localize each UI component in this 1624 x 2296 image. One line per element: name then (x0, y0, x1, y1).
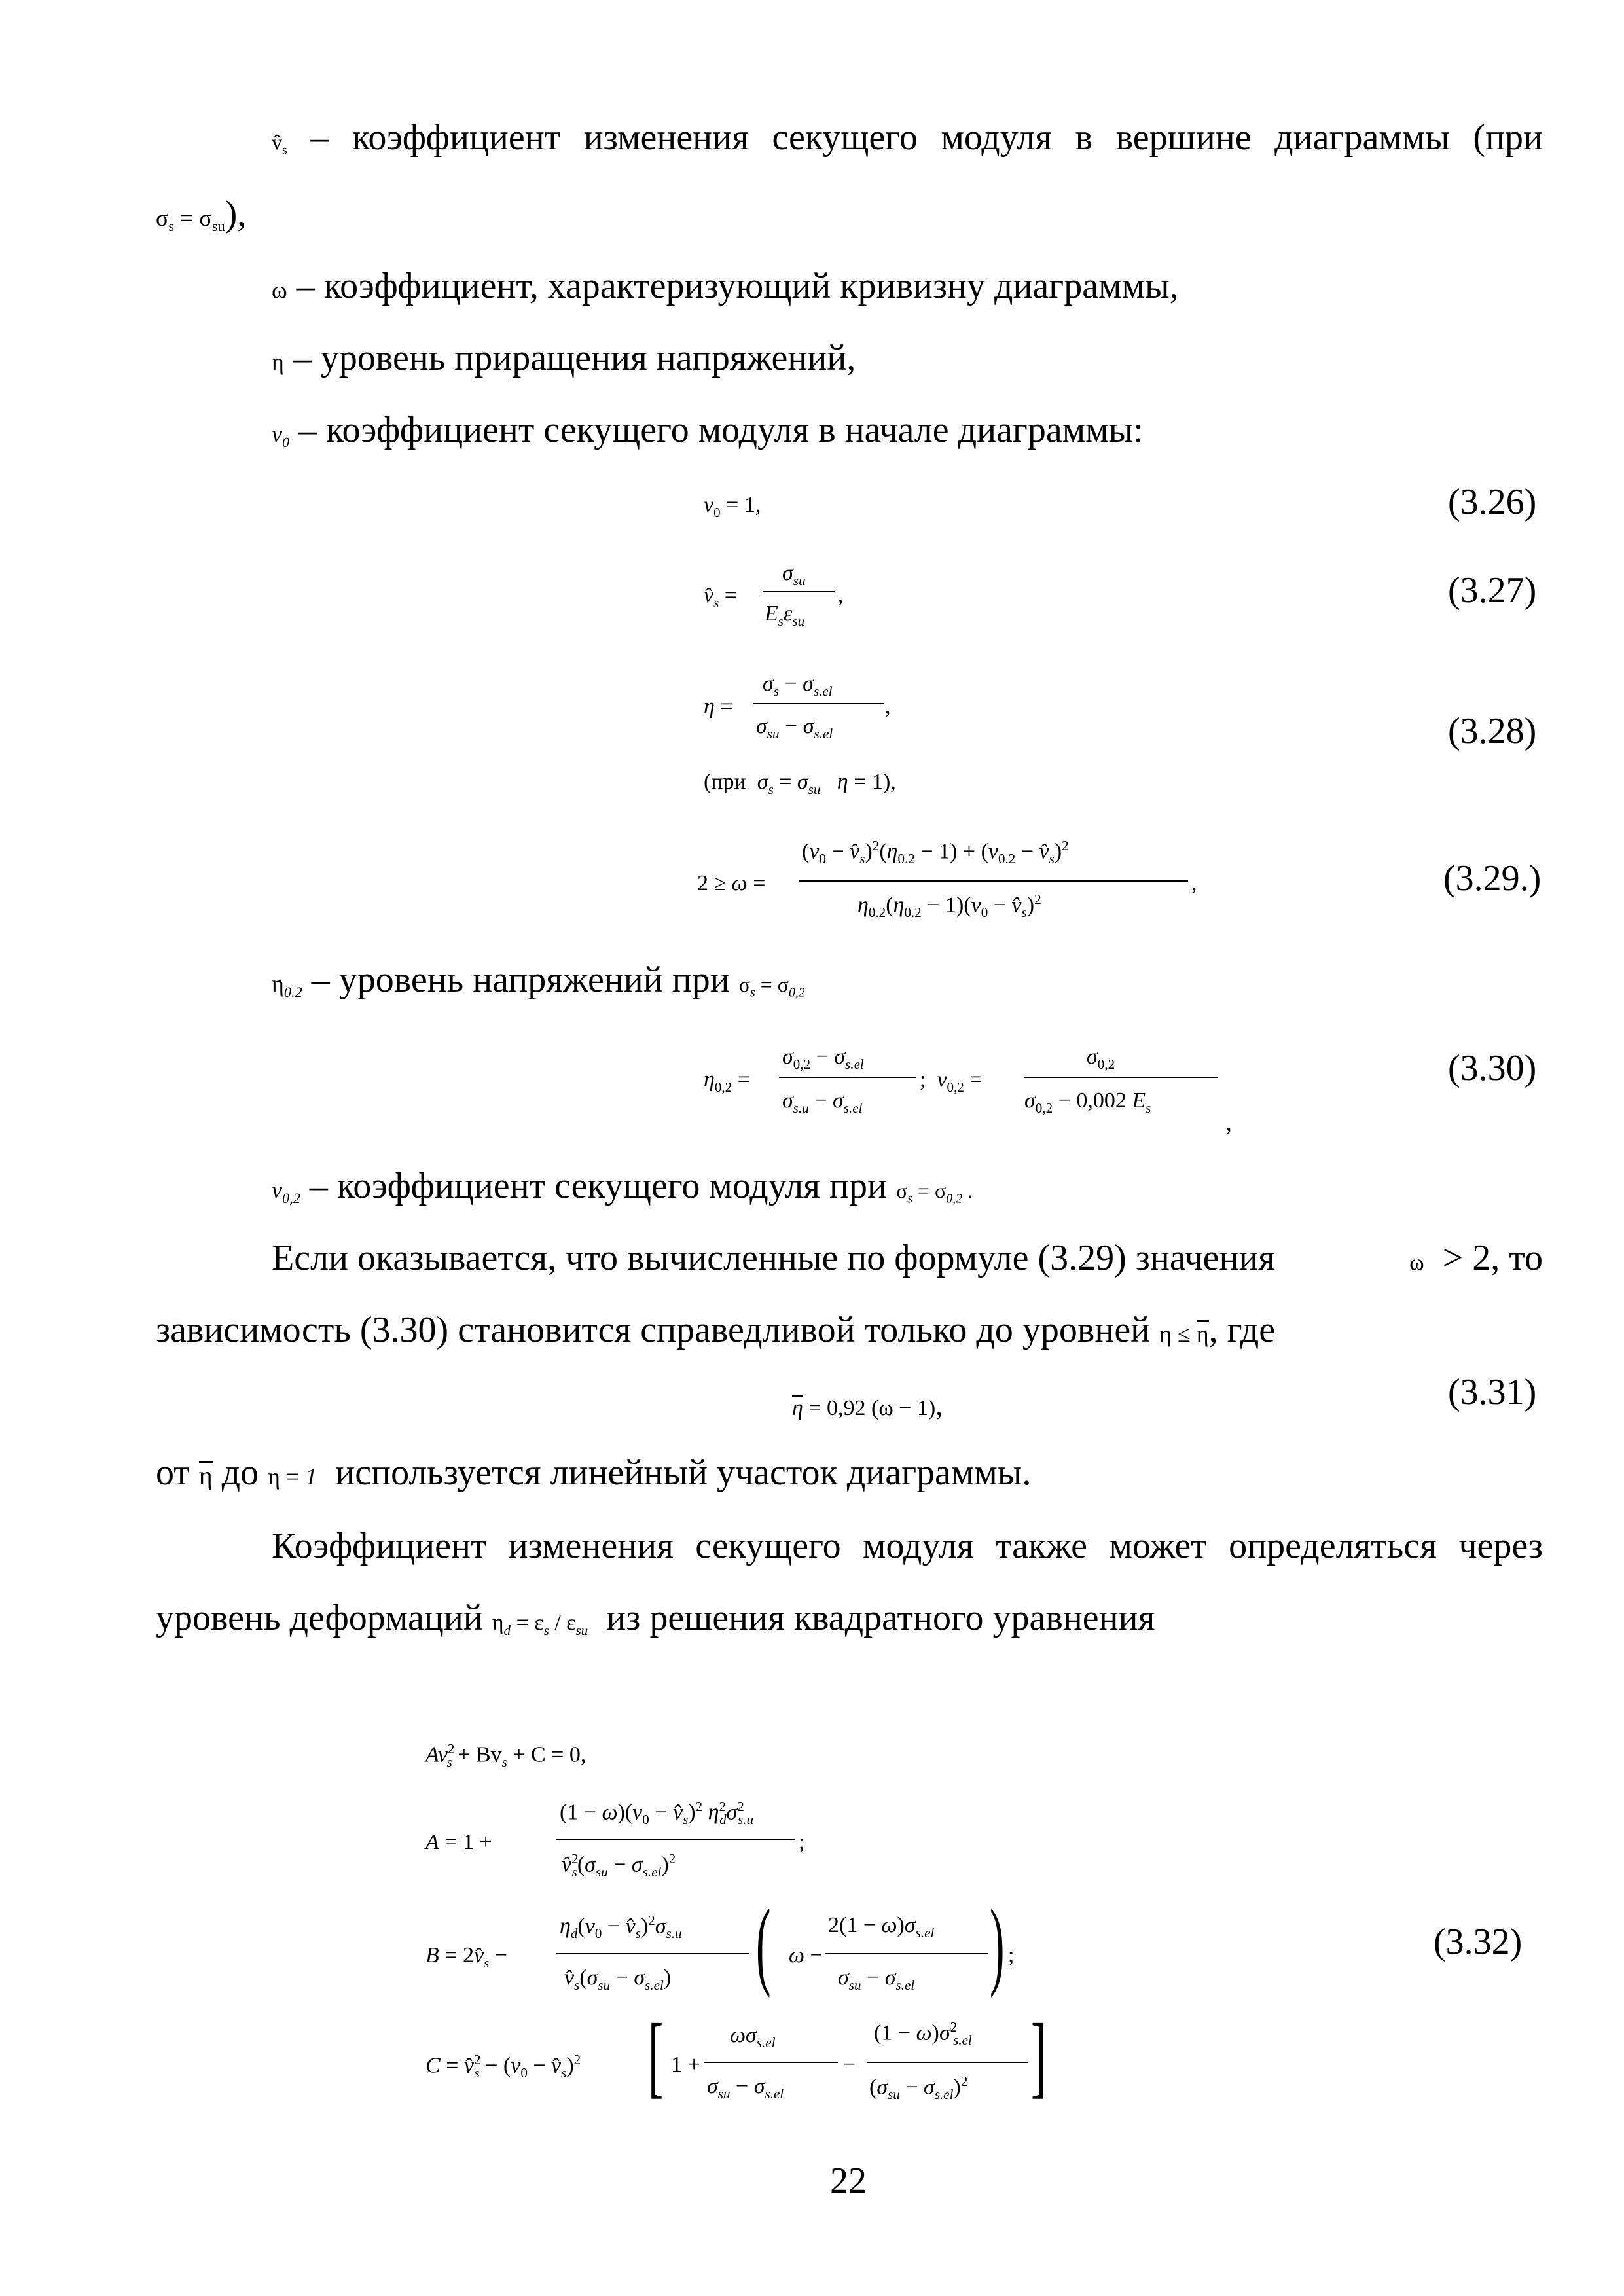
formula-3-32-B-lhs: $B = 2v̂_s$ − (425, 1943, 507, 1971)
formula-3-29-lhs: 2 ≥ ω = (697, 871, 766, 895)
formula-3-30-den2: $\sigma_{0,2} - 0,002$ $E_s$ (1024, 1088, 1151, 1116)
eq-number-3-28: (3.28) (1448, 711, 1537, 751)
formula-3-31: η = 0,92 (ω − 1), (792, 1390, 943, 1422)
para-3-line-2: уровень деформаций $\eta_d = \varepsilon_s / \varepsilon_{su}$ из решения квадратного уравнения (156, 1598, 1155, 1638)
formula-3-30-lhs2: ; $v_{0,2}$ = (920, 1067, 983, 1095)
right-bracket: ] (1031, 2005, 1047, 2107)
formula-3-32-B-den1: $v̂_s(\sigma_{su} - \sigma_{s.el})$ (564, 1965, 672, 1993)
eq-number-3-32: (3.32) (1434, 1922, 1523, 1962)
def-v02: $v_{0,2}$ – коэффициент секущего модуля при $\sigma_s = \sigma_{0,2}$ . (272, 1166, 973, 1207)
formula-3-28-comma: , (885, 694, 891, 719)
formula-3-32-C-den2: $(\sigma_{su} - \sigma_{s.el})^2$ (869, 2073, 968, 2103)
formula-3-28-num: $\sigma_s - \sigma_{s.el}$ (763, 672, 833, 699)
right-paren: ) (990, 1890, 1005, 1998)
fraction-bar (753, 703, 884, 704)
formula-3-29-comma: , (1191, 871, 1197, 895)
formula-3-32-B-num1: $\eta_d(v_0$ − $v̂_s)^2\sigma_{s.u}$ (560, 1912, 682, 1942)
fraction-bar (1024, 1077, 1218, 1078)
formula-3-29-den: $\eta_{0.2}(\eta_{0.2} - 1)(v_0$ − $v̂_s)^2$ (857, 891, 1041, 921)
eq-number-3-27: (3.27) (1448, 570, 1537, 611)
def-omega: ω – коэффициент, характеризующий кривизну диаграммы, (272, 266, 1179, 306)
formula-3-32-B-semicolon: ; (1008, 1943, 1015, 1967)
para-1-line-1: Если оказывается, что вычисленные по формуле (3.29) значения ω > 2, то (272, 1238, 1543, 1278)
para-2: от η до η = 1 используется линейный участок диаграммы. (156, 1452, 1032, 1493)
formula-3-32-A-num: $(1 - \omega)(v_0$ − $v̂_s)^2$ $\eta^2_d\sigma^2_{s.u}$ (560, 1799, 753, 1828)
formula-3-32-line-1: $Av^2_s + Bv_s + C = 0$, (425, 1741, 586, 1770)
formula-3-30-lhs1: $\eta_{0,2}$ = (704, 1067, 750, 1095)
formula-3-27-comma: , (838, 583, 844, 607)
formula-3-32-C-minus: − (843, 2053, 856, 2077)
formula-3-32-A-den: $v̂^2_s(\sigma_{su} - \sigma_{s.el})^2$ (562, 1851, 676, 1880)
formula-3-32-A-lhs: A = 1 + (425, 1830, 492, 1854)
formula-3-32-B-den2: $\sigma_{su} - \sigma_{s.el}$ (838, 1965, 915, 1993)
para-1-line-2: зависимость (3.30) становится справедливой только до уровней η ≤ η, где (156, 1310, 1276, 1350)
left-paren: ( (756, 1890, 771, 1998)
para-3-line-1: Коэффициент изменения секущего модуля также может определяться через (272, 1526, 1543, 1566)
def-eta02: $\eta_{0.2}$ – уровень напряжений при $\sigma_s = \sigma_{0,2}$ (272, 960, 805, 1001)
formula-3-28-lhs: η = (704, 694, 733, 719)
fraction-bar (867, 2062, 1028, 2063)
fraction-bar (704, 2062, 838, 2063)
eq-number-3-26: (3.26) (1448, 482, 1537, 522)
formula-3-32-C-lhs: C = v̂$^2_s$ − ($v_0$ − $v̂_s)^2$ (425, 2052, 581, 2081)
formula-3-28-den: $\sigma_{su} - \sigma_{s.el}$ (756, 714, 833, 742)
formula-3-30-num2: $\sigma_{0,2}$ (1087, 1045, 1115, 1072)
formula-3-32-C-num2: $(1 - \omega)\sigma^2_{s.el}$ (874, 2019, 972, 2049)
fraction-bar (799, 880, 1188, 882)
fraction-bar (825, 1953, 988, 1954)
def-vs-hat: $v̂_s$ – коэффициент изменения секущего модуля в вершине диаграммы (при (272, 117, 1543, 158)
formula-3-30-num1: $\sigma_{0,2} - \sigma_{s.el}$ (782, 1045, 864, 1072)
left-bracket: [ (648, 2005, 664, 2107)
formula-3-32-B-omega: ω − (789, 1943, 823, 1967)
formula-3-26: $v_0 = 1$, (704, 493, 761, 520)
page-number: 22 (830, 2161, 867, 2201)
formula-3-27-num: $\sigma_{su}$ (782, 561, 806, 588)
formula-3-30-comma: , (1225, 1107, 1232, 1136)
formula-3-27: $v̂_s$ = (704, 583, 737, 611)
formula-3-32-C-num1: $\omega\sigma_{s.el}$ (730, 2023, 776, 2051)
formula-3-30-den1: $\sigma_{s.u} - \sigma_{s.el}$ (782, 1088, 863, 1116)
formula-3-28-note: (при $\sigma_s = \sigma_{su}$ η = 1), (704, 770, 896, 797)
eq-number-3-31: (3.31) (1448, 1372, 1537, 1412)
fraction-bar (763, 591, 835, 592)
formula-3-27-den: $E_s\varepsilon_{su}$ (765, 601, 805, 629)
fraction-bar (556, 1839, 795, 1840)
formula-3-32-C-den1: $\sigma_{su} - \sigma_{s.el}$ (707, 2074, 784, 2102)
eq-number-3-29: (3.29.) (1443, 858, 1542, 899)
formula-3-32-A-semicolon: ; (799, 1830, 805, 1854)
formula-3-32-C-one: 1 + (671, 2053, 700, 2077)
eq-number-3-30: (3.30) (1448, 1048, 1537, 1088)
def-vs-hat-cont: $\sigma_s = \sigma_{su}$), (156, 194, 247, 235)
def-eta: η – уровень приращения напряжений, (272, 338, 856, 378)
fraction-bar (556, 1953, 749, 1954)
def-v0: $v_0$ – коэффициент секущего модуля в начале диаграммы: (272, 410, 1144, 451)
formula-3-29-num: ($v_0$ − $v̂_s)^2(\eta_{0.2} - 1) + (v_{0.2}$ − $v̂_s)^2$ (802, 838, 1069, 867)
formula-3-32-B-num2: $2(1 - \omega)\sigma_{s.el}$ (828, 1913, 935, 1941)
fraction-bar (779, 1077, 916, 1078)
